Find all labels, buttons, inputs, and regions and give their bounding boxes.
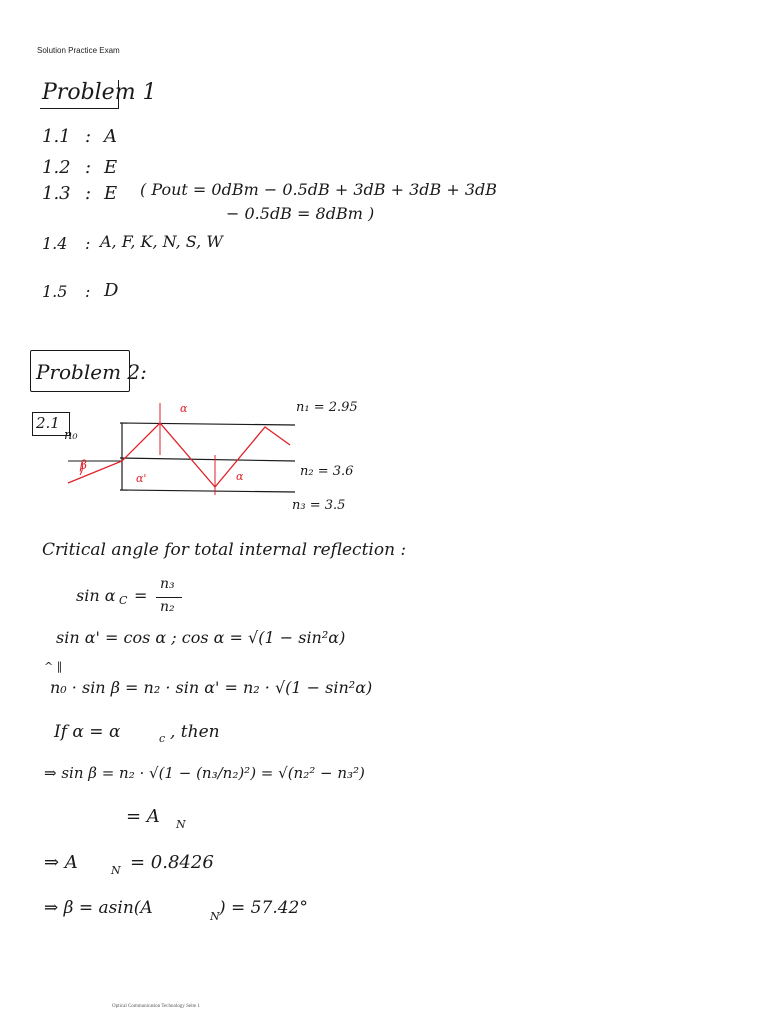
answer-1-1-num: 1.1 bbox=[42, 126, 71, 147]
answer-1-3-note-line1: ( Pout = 0dBm − 0.5dB + 3dB + 3dB + 3dB bbox=[140, 180, 498, 199]
light-ray bbox=[68, 423, 290, 487]
answer-1-3-sep: : bbox=[85, 183, 92, 204]
label-n0: n₀ bbox=[64, 428, 78, 443]
middle-boundary bbox=[120, 458, 295, 461]
answer-1-1-sep: : bbox=[85, 126, 92, 147]
problem1-title: Problem 1 bbox=[42, 80, 157, 105]
eq7-subscript: N bbox=[111, 864, 121, 877]
page-header: Solution Practice Exam bbox=[37, 46, 120, 55]
subproblem-number: 2.1 bbox=[36, 414, 60, 432]
critical-angle-heading: Critical angle for total internal reflection : bbox=[42, 540, 407, 560]
lower-boundary bbox=[120, 490, 295, 492]
label-alpha-2: α bbox=[236, 470, 244, 483]
answer-1-3-note-line2: − 0.5dB = 8dBm ) bbox=[226, 204, 375, 223]
eq1-denominator: n₂ bbox=[160, 599, 175, 615]
label-n2: n₂ = 3.6 bbox=[300, 464, 354, 479]
eq8-value: ) = 57.42° bbox=[219, 898, 308, 918]
answer-1-4: A, F, K, N, S, W bbox=[100, 232, 223, 251]
answer-1-3: E bbox=[104, 183, 118, 204]
label-beta: β bbox=[80, 458, 87, 472]
label-n1: n₁ = 2.95 bbox=[296, 400, 358, 415]
equation-3: n₀ · sin β = n₂ · sin α' = n₂ · √(1 − sin²α) bbox=[50, 678, 373, 697]
answer-1-5-num: 1.5 bbox=[42, 282, 68, 301]
eq1-fraction-bar bbox=[156, 597, 182, 598]
eq4-subscript: c bbox=[159, 732, 166, 745]
eq7-value: = 0.8426 bbox=[130, 852, 214, 873]
eq4-then: , then bbox=[170, 722, 220, 742]
answer-1-3-num: 1.3 bbox=[42, 183, 71, 204]
answer-1-2: E bbox=[104, 157, 118, 178]
eq1-numerator: n₃ bbox=[160, 576, 175, 592]
eq6-text: = A bbox=[126, 806, 160, 827]
answer-1-2-sep: : bbox=[85, 157, 92, 178]
equation-2: sin α' = cos α ; cos α = √(1 − sin²α) bbox=[56, 628, 346, 647]
answer-1-4-sep: : bbox=[85, 234, 91, 253]
eq1-subscript: C bbox=[119, 594, 128, 607]
answer-1-5-sep: : bbox=[85, 282, 91, 301]
label-alpha: α bbox=[180, 402, 188, 415]
label-alpha-prime: α' bbox=[136, 472, 147, 485]
equation-3-mark: ^ ‖ bbox=[44, 660, 63, 673]
eq6-subscript: N bbox=[176, 818, 186, 831]
answer-1-1: A bbox=[104, 126, 117, 147]
eq8-text: ⇒ β = asin(A bbox=[44, 898, 153, 918]
upper-boundary bbox=[120, 423, 295, 425]
eq4-text: If α = α bbox=[54, 722, 121, 742]
page-footer: Optical Communication Technology Seite 1 bbox=[112, 1004, 200, 1009]
answer-1-4-num: 1.4 bbox=[42, 234, 68, 253]
problem2-title: Problem 2: bbox=[36, 360, 147, 384]
eq7-text: ⇒ A bbox=[44, 852, 78, 873]
equation-5: ⇒ sin β = n₂ · √(1 − (n₃/n₂)²) = √(n₂² − n₃²) bbox=[44, 764, 365, 782]
eq1-lhs: sin α bbox=[76, 586, 116, 605]
eq1-equals: = bbox=[134, 586, 148, 605]
answer-1-5: D bbox=[104, 280, 119, 301]
answer-1-2-num: 1.2 bbox=[42, 157, 71, 178]
eq8-subscript: N bbox=[210, 910, 220, 923]
label-n3: n₃ = 3.5 bbox=[292, 498, 346, 513]
